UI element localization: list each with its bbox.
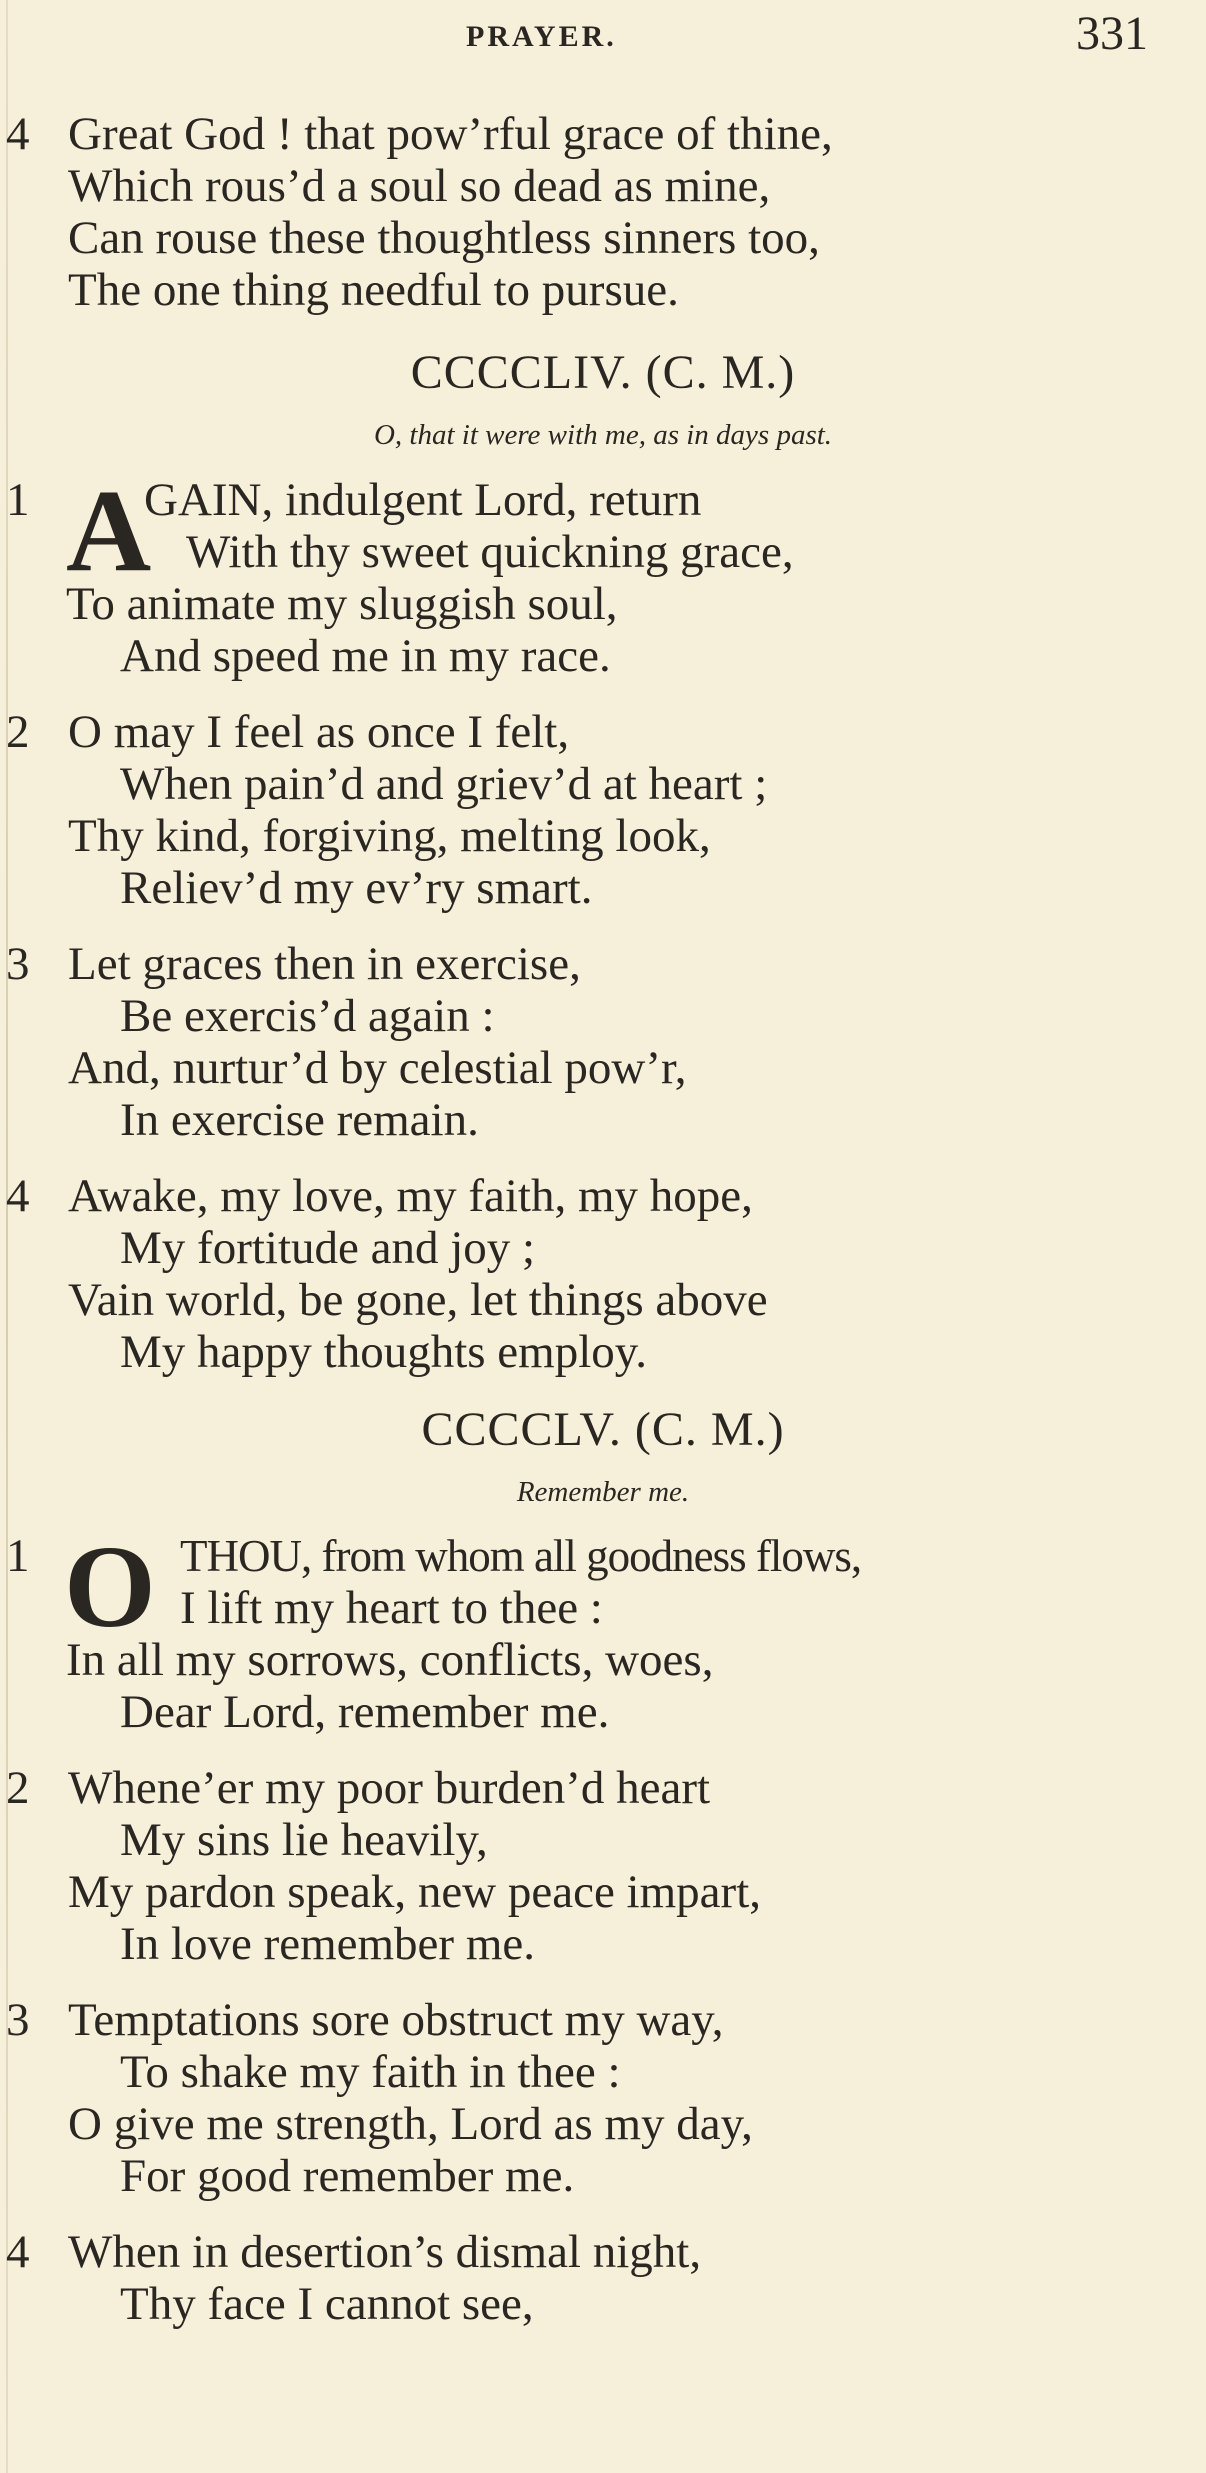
- verse-line: O give me strength, Lord as my day,: [68, 2098, 753, 2150]
- verse-line: For good remember me.: [120, 2150, 575, 2202]
- verse-line: When pain’d and griev’d at heart ;: [120, 758, 768, 810]
- stanza-number: 2: [6, 706, 30, 758]
- verse-line: My pardon speak, new peace impart,: [68, 1866, 761, 1918]
- stanza-number: 2: [6, 1762, 30, 1814]
- verse-line: Thy kind, forgiving, melting look,: [68, 810, 711, 862]
- verse-line: To animate my sluggish soul,: [66, 578, 618, 630]
- verse-line: Reliev’d my ev’ry smart.: [120, 862, 593, 914]
- verse-line: THOU, from whom all goodness flows,: [180, 1531, 862, 1581]
- verse-line: Which rous’d a soul so dead as mine,: [68, 160, 771, 212]
- drop-cap: O: [64, 1521, 156, 1652]
- stanza-number: 4: [6, 2226, 30, 2278]
- verse-line: I lift my heart to thee :: [180, 1582, 603, 1634]
- verse-line: Temptations sore obstruct my way,: [68, 1994, 724, 2046]
- verse-line: Awake, my love, my faith, my hope,: [68, 1170, 753, 1222]
- running-title: PRAYER.: [466, 20, 617, 53]
- verse-line: With thy sweet quickning grace,: [186, 526, 794, 578]
- hymn-title: CCCCLIV. (C. M.): [410, 346, 796, 399]
- stanza-number: 3: [6, 1994, 30, 2046]
- verse-line: And, nurtur’d by celestial pow’r,: [68, 1042, 687, 1094]
- drop-cap: A: [66, 465, 152, 596]
- stanza-number: 1: [6, 474, 30, 526]
- stanza-number: 3: [6, 938, 30, 990]
- page-header: [0, 6, 1206, 62]
- hymn-title: CCCCLV. (C. M.): [421, 1403, 785, 1456]
- verse-line: Vain world, be gone, let things above: [68, 1274, 768, 1326]
- verse-line: Great God ! that pow’rful grace of thine,: [68, 108, 833, 160]
- hymn-subtitle: Remember me.: [516, 1476, 690, 1508]
- verse-line: Let graces then in exercise,: [68, 938, 581, 990]
- verse-line: Be exercis’d again :: [120, 990, 495, 1042]
- verse-line: Whene’er my poor burden’d heart: [68, 1762, 711, 1814]
- verse-line: And speed me in my race.: [120, 630, 611, 682]
- stanza-number: 4: [6, 1170, 30, 1222]
- verse-line: To shake my faith in thee :: [120, 2046, 621, 2098]
- verse-line: Thy face I cannot see,: [120, 2278, 534, 2330]
- verse-line: GAIN, indulgent Lord, return: [144, 474, 702, 526]
- verse-line: When in desertion’s dismal night,: [68, 2226, 702, 2278]
- verse-line: My fortitude and joy ;: [120, 1222, 536, 1274]
- stanza-number: 4: [6, 108, 30, 160]
- hymn-subtitle: O, that it were with me, as in days past.: [373, 419, 833, 451]
- verse-line: In love remember me.: [120, 1918, 535, 1970]
- verse-line: Can rouse these thoughtless sinners too,: [68, 212, 820, 264]
- verse-line: Dear Lord, remember me.: [120, 1686, 610, 1738]
- verse-line: In exercise remain.: [120, 1094, 479, 1146]
- verse-line: O may I feel as once I felt,: [68, 706, 570, 758]
- stanza-number: 1: [6, 1530, 30, 1582]
- page-number: 331: [1076, 7, 1148, 60]
- verse-line: My happy thoughts employ.: [120, 1326, 647, 1378]
- verse-line: In all my sorrows, conflicts, woes,: [66, 1634, 714, 1686]
- verse-line: The one thing needful to pursue.: [68, 264, 679, 316]
- verse-line: My sins lie heavily,: [120, 1814, 488, 1866]
